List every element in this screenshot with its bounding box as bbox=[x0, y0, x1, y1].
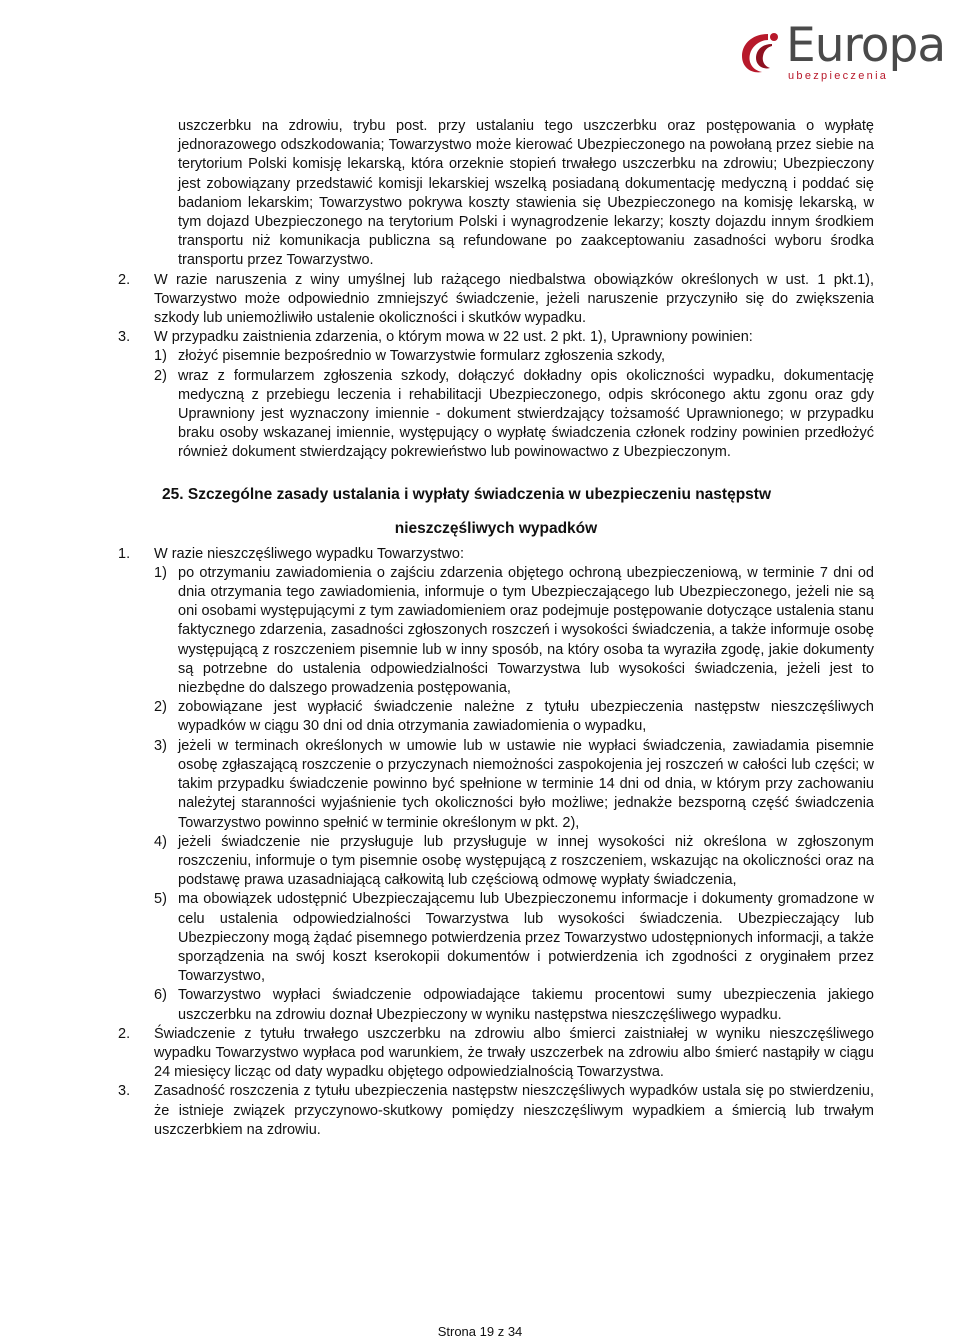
europa-logo bbox=[738, 18, 950, 82]
item-text: Świadczenie z tytułu trwałego uszczerbku na zdrowiu albo śmierci zaistniałej w wyniku nieszczęśliwego wypadku Towarzystwo wypłaca pod warunkiem, że trwały uszczerbek na zdrowiu albo śmierć nastąpiły w ciągu 24 miesięcy licząc od daty wypadku objętego odpowiedzialnością Towarzystwa. bbox=[154, 1025, 874, 1081]
subitem-text: zobowiązane jest wypłacić świadczenie należne z tytułu ubezpieczenia następstw nieszczęśliwych wypadków w ciągu 30 dni od dnia otrzymania zawiadomienia o wypadku, bbox=[178, 699, 874, 735]
list-item bbox=[118, 271, 874, 329]
item-number: 1. bbox=[118, 545, 131, 562]
item-number: 3. bbox=[118, 1083, 131, 1100]
subitem-text: złożyć pisemnie bezpośrednio w Towarzystwie formularz zgłoszenia szkody, bbox=[178, 348, 666, 365]
subitem-number: 2) bbox=[154, 367, 167, 384]
list-item bbox=[118, 545, 874, 564]
sublist-item bbox=[154, 986, 874, 1024]
sublist-item bbox=[154, 564, 874, 698]
item-text: W przypadku zaistnienia zdarzenia, o którym mowa w 22 ust. 2 pkt. 1), Uprawniony powinien: bbox=[154, 329, 753, 346]
list-item bbox=[118, 328, 874, 347]
document-body bbox=[118, 117, 874, 1140]
list-item bbox=[118, 1082, 874, 1140]
section-heading bbox=[118, 485, 874, 539]
sublist-item bbox=[154, 698, 874, 736]
subitem-number: 2) bbox=[154, 699, 167, 716]
subitem-text: po otrzymaniu zawiadomienia o zajściu zdarzenia objętego ochroną ubezpieczeniową, w terminie 7 dni od dnia otrzymania tego zawiadomienia, informuje o tym Ubezpieczającego lub Ubezpieczonego, jeżeli nie są oni osobami występującymi z tym zawiadomieniem oraz podejmuje postępowanie dotyczące ustalenia stanu faktycznego zdarzenia, zasadności zgłoszonych roszczeń i wysokości świadczenia, a także informuje osobę występującą z roszczeniem pisemnie lub w inny sposób, na który osoba ta wyraziła zgodę, jakie dokumenty są potrzebne do ustalenia odpowiedzialności Towarzystwa lub wysokości świadczenia, jeżeli jest to niezbędne do dalszego prowadzenia postępowania, bbox=[178, 564, 874, 697]
sublist-item bbox=[154, 890, 874, 986]
sublist bbox=[154, 564, 874, 1025]
item-number: 2. bbox=[118, 271, 131, 288]
subitem-text: ma obowiązek udostępnić Ubezpieczającemu lub Ubezpieczonemu informacje i dokumenty gromadzone w celu ustalenia odpowiedzialności Towarzystwa lub wysokości świadczenia. Ubezpieczający lub Ubezpieczony mogą żądać pisemnego potwierdzenia przez Towarzystwo udostępnionych informacji, a także sporządzenia na swój koszt kserokopii dokumentów i potwierdzenia ich zgodności z oryginałem przez Towarzystwo, bbox=[178, 891, 874, 985]
subitem-text: jeżeli w terminach określonych w umowie lub w ustawie nie wypłaci świadczenia, zawiadamia pisemnie osobę zgłaszającą roszczenie o przyczynach niemożności zaspokojenia jej roszczeń w całości lub części; w takim przypadku świadczenie powinno być spełnione w terminie 14 dni od dnia, w którym przy zachowaniu należytej staranności wyjaśnienie tych okoliczności było możliwe; jednakże bezsporną część świadczenia Towarzystwo powinno spełnić w terminie określonym w pkt. 2), bbox=[178, 737, 874, 831]
sublist bbox=[154, 347, 874, 462]
item-text: W razie naruszenia z winy umyślnej lub rażącego niedbalstwa obowiązków określonych w ust. 1 pkt.1), Towarzystwo może odpowiednio zmniejszyć świadczenie, jeżeli naruszenie przyczyniło się do zwiększenia szkody lub uniemożliwiło ustalenie okoliczności i skutków wypadku. bbox=[154, 271, 874, 327]
sublist-item bbox=[154, 367, 874, 463]
subitem-number: 6) bbox=[154, 987, 167, 1004]
subitem-text: jeżeli świadczenie nie przysługuje lub przysługuje w innej wysokości niż określona w zgłoszonym roszczeniu, informuje o tym pisemnie osobę występującą z roszczeniem, wskazując na okoliczności oraz na podstawę prawa uzasadniającą całkowitą lub częściową odmowę wypłaty świadczenia, bbox=[178, 833, 874, 889]
page-number: Strona 19 z 34 bbox=[437, 1324, 523, 1339]
sublist-item bbox=[154, 737, 874, 833]
subitem-text: wraz z formularzem zgłoszenia szkody, dołączyć dokładny opis okoliczności wypadku, dokumentację medyczną z przebiegu leczenia i rehabilitacji Ubezpieczonego, odpis skróconego aktu zgonu oraz gdy Uprawniony jest wyznaczony imiennie - dokument stwierdzający tożsamość Uprawnionego; w przypadku braku osoby wskazanej imiennie, występujący o wypłatę świadczenia członek rodziny powinien przedłożyć również dokument stwierdzający pokrewieństwo lub powinowactwo z Ubezpieczonym. bbox=[178, 367, 874, 461]
subitem-number: 1) bbox=[154, 348, 167, 365]
subitem-number: 4) bbox=[154, 833, 167, 850]
sublist-item bbox=[154, 347, 874, 366]
intro-paragraph: uszczerbku na zdrowiu, trybu post. przy ustalaniu tego uszczerbku oraz postępowania o wypłatę jednorazowego odszkodowania; Towarzystwo może kierować Ubezpieczonego na powołaną przez siebie na terytorium Polski komisję lekarską, która orzeknie stopień trwałego uszczerbku na zdrowiu; Ubezpieczony jest zobowiązany przedstawić komisji lekarskiej wszelką posiadaną dokumentację medyczną i poddać się badaniom lekarskim; Towarzystwo pokrywa koszty stawienia się Ubezpieczonego na komisję lekarską, w tym dojazd Ubezpieczonego na terytorium Polski i wynagrodzenie lekarzy; koszty dojazdu innym środkiem transportu niż komunikacja publiczna są refundowane po zaakceptowaniu zasadności wyboru środka transportu przez Towarzystwo. bbox=[178, 118, 874, 269]
item-number: 2. bbox=[118, 1025, 131, 1042]
section-title-line2: nieszczęśliwych wypadków bbox=[394, 519, 598, 537]
item-text: Zasadność roszczenia z tytułu ubezpieczenia następstw nieszczęśliwych wypadków ustala się po stwierdzeniu, że istnieje związek przyczynowo-skutkowy pomiędzy nieszczęśliwym wypadkiem a śmiercią lub trwałym uszczerbkiem na zdrowiu. bbox=[154, 1083, 874, 1138]
brand-name: Europa bbox=[786, 18, 946, 73]
subitem-number: 1) bbox=[154, 564, 167, 581]
subitem-text: Towarzystwo wypłaci świadczenie odpowiadające takiemu procentowi sumy ubezpieczenia jakiego uszczerbku na zdrowiu doznał Ubezpieczony w wyniku następstwa nieszczęśliwego wypadku. bbox=[178, 987, 874, 1023]
subitem-number: 5) bbox=[154, 891, 167, 908]
europa-logo-mark-icon bbox=[738, 28, 782, 76]
sublist-item bbox=[154, 833, 874, 891]
brand-subtitle: ubezpieczenia bbox=[788, 70, 889, 82]
list-item bbox=[118, 1025, 874, 1083]
subitem-number: 3) bbox=[154, 737, 167, 754]
item-text: W razie nieszczęśliwego wypadku Towarzystwo: bbox=[154, 545, 464, 562]
section-title-line1: 25. Szczególne zasady ustalania i wypłaty świadczenia w ubezpieczeniu następstw bbox=[162, 485, 772, 503]
item-number: 3. bbox=[118, 329, 131, 346]
